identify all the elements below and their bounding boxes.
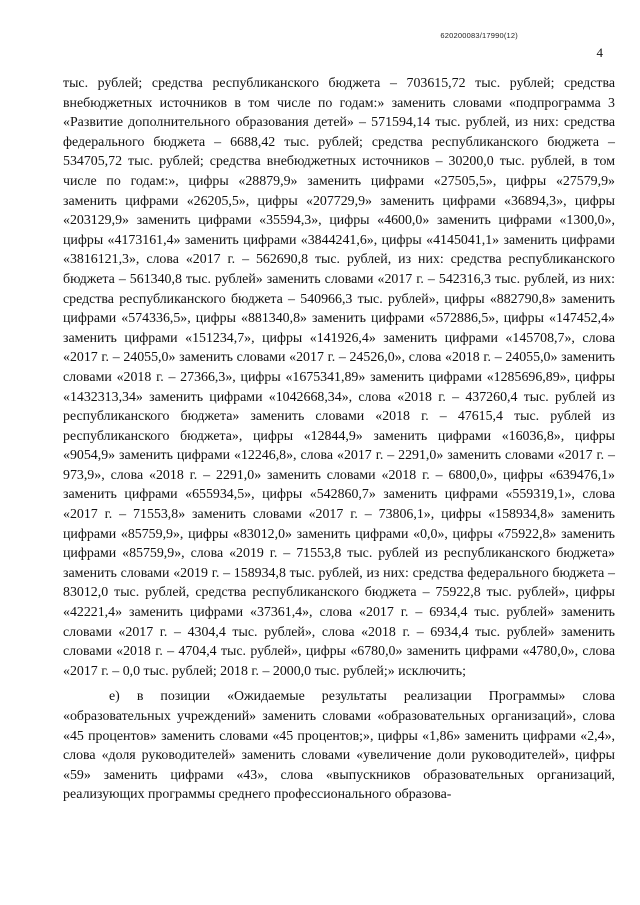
paragraph-amendments-budget: тыс. рублей; средства республиканского бюджета – 703615,72 тыс. рублей; средства внебюджетных источников в том числе по годам:» заменить словами «подпрограмма 3 «Развитие дополнительного образования детей» – 571594,14 тыс. рублей, из них: средства федерального бюджета – 6688,42 тыс. рублей; средства республиканского бюджета – 534705,72 тыс. рублей; средства внебюджетных источников – 30200,0 тыс. рублей, в том числе по годам:», цифры «28879,9» заменить цифрами «27505,5», цифры «27579,9» заменить цифрами «26205,5», цифры «207729,9» заменить цифрами «36894,3», цифры «203129,9» заменить цифрами «35594,3», цифры «4600,0» заменить цифрами «1300,0», цифры «4173161,4» заменить цифрами «3844241,6», цифры «4145041,1» заменить цифрами «3816121,3», слова «2017 г. – 562690,8 тыс. рублей, из них: средства республиканского бюджета – 561340,8 тыс. рублей» заменить словами «2017 г. – 542316,3 тыс. рублей, из них: средства республиканского бюджета – 540966,3 тыс. рублей», цифры «882790,8» заменить цифрами «574336,5», цифры «881340,8» заменить цифрами «572886,5», цифры «147452,4» заменить цифрами «151234,7», цифры «141926,4» заменить цифрами «145708,7», слова «2017 г. – 24055,0» заменить словами «2017 г. – 24526,0», слова «2018 г. – 24055,0» заменить словами «2018 г. – 27366,3», цифры «1675341,89» заменить цифрами «1285696,89», цифры «1432313,34» заменить цифрами «1042668,34», слова «2018 г. – 437260,4 тыс. рублей из республиканского бюджета» заменить словами «2018 г. – 47615,4 тыс. рублей из республиканского бюджета», цифры «12844,9» заменить цифрами «16036,8», цифры «9054,9» заменить цифрами «12246,8», слова «2017 г. – 2291,0» заменить словами «2017 г. – 973,9», слова «2018 г. – 2291,0» заменить словами «2018 г. – 6800,0», цифры «639476,1» заменить цифрами «655934,5», цифры «542860,7» заменить цифрами «559319,1», слова «2017 г. – 71553,8» заменить словами «2017 г. – 73806,1», цифры «158934,8» заменить цифрами «85759,9», цифры «83012,0» заменить цифрами «0,0», цифры «75922,8» заменить цифрами «85759,9», слова «2019 г. – 71553,8 тыс. рублей из республиканского бюджета» заменить словами «2019 г. – 158934,8 тыс. рублей, из них: средства федерального бюджета – 83012,0 тыс. рублей, средства республиканского бюджета – 75922,8 тыс. рублей», цифры «42221,4» заменить цифрами «37361,4», слова «2017 г. – 6934,4 тыс. рублей» заменить словами «2017 г. – 4304,4 тыс. рублей», слова «2018 г. – 6934,4 тыс. рублей» заменить словами «2018 г. – 4704,4 тыс. рублей», цифры «6780,0» заменить цифрами «4780,0», слова «2017 г. – 0,0 тыс. рублей; 2018 г. – 2000,0 тыс. рублей;» исключить; (63, 76, 615, 679)
page-number: 4 (596, 45, 603, 60)
paragraph-expected-results: е) в позиции «Ожидаемые результаты реализации Программы» слова «образовательных учреждений» заменить словами «образовательных организаций», слова «45 процентов» заменить словами «45 процентов;», цифры «1,86» заменить цифрами «2,4», слова «доля руководителей» заменить словами «увеличение доли руководителей», цифры «59» заменить цифрами «43», слова «выпускников образовательных организаций, реализующих программы среднего профессионального образова- (63, 689, 615, 803)
document-registration-code: 620200083/17990(12) (440, 31, 518, 40)
document-body (63, 74, 615, 805)
